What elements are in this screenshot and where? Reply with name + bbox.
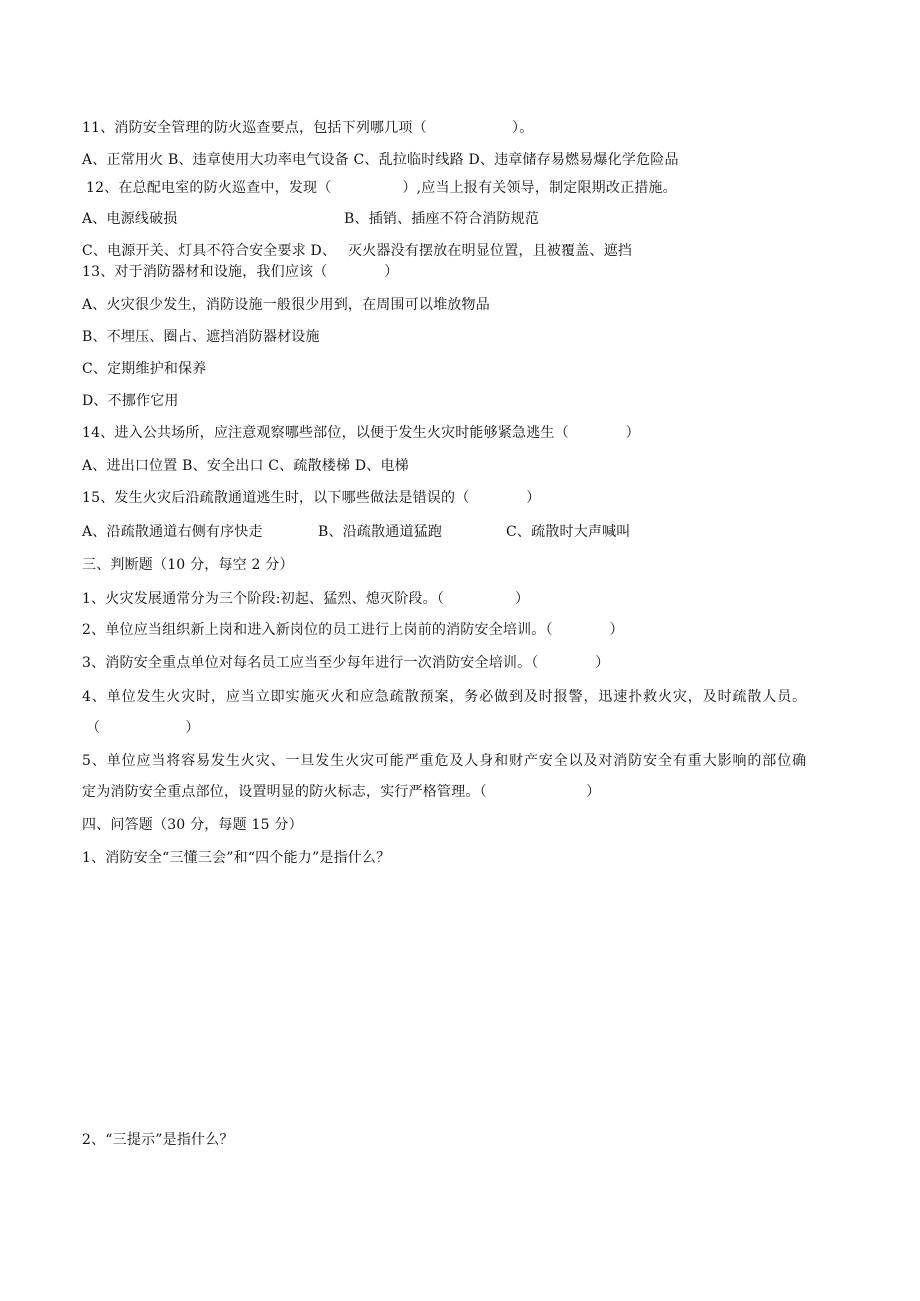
question-15-option-c: C、疏散时大声喊叫 xyxy=(506,524,631,540)
question-15-stem: 15、发生火灾后沿疏散通道逃生时，以下哪些做法是错误的（ ） xyxy=(82,490,541,506)
question-12-option-cd: C、电源开关、灯具不符合安全要求 D、 灭火器没有摆放在明显位置，且被覆盖、遮挡 xyxy=(82,243,633,259)
question-11-stem: 11、消防安全管理的防火巡查要点，包括下列哪几项（ ）。 xyxy=(82,120,534,136)
true-false-question-4-line-2: （ ） xyxy=(86,720,200,736)
question-13-option-c: C、定期维护和保养 xyxy=(82,361,207,377)
true-false-question-5-line-1: 5、单位应当将容易发生火灾、一旦发生火灾可能严重危及人身和财产安全以及对消防安全有重大影响的部位确 xyxy=(82,753,808,769)
question-15-option-a: A、沿疏散通道右侧有序快走 xyxy=(82,524,263,540)
true-false-question-3: 3、消防安全重点单位对每名员工应当至少每年进行一次消防安全培训。（ ） xyxy=(82,655,610,671)
question-12-options-ab xyxy=(82,209,842,229)
question-12-stem: 12、在总配电室的防火巡查中，发现（ ）,应当上报有关领导，制定限期改正措施。 xyxy=(86,180,677,196)
true-false-question-1: 1、火灾发展通常分为三个阶段:初起、猛烈、熄灭阶段。（ ） xyxy=(82,591,530,607)
question-12-option-b: B、插销、插座不符合消防规范 xyxy=(344,211,540,227)
section-qa-heading: 四、问答题（30 分，每题 15 分） xyxy=(82,817,303,833)
question-14-options: A、进出口位置 B、安全出口 C、疏散楼梯 D、电梯 xyxy=(82,458,409,474)
qa-question-1: 1、消防安全“三懂三会”和“四个能力”是指什么？ xyxy=(82,850,391,866)
question-13-stem: 13、对于消防器材和设施，我们应该（ ） xyxy=(82,264,399,280)
true-false-question-2: 2、单位应当组织新上岗和进入新岗位的员工进行上岗前的消防安全培训。（ ） xyxy=(82,622,624,638)
question-11-options: A、正常用火 B、违章使用大功率电气设备 C、乱拉临时线路 D、违章储存易燃易爆化学危险品 xyxy=(82,152,679,168)
question-12-option-a: A、电源线破损 xyxy=(82,211,178,227)
qa-question-2: 2、“三提示”是指什么？ xyxy=(82,1132,234,1148)
question-13-option-b: B、不埋压、圈占、遮挡消防器材设施 xyxy=(82,329,320,345)
true-false-question-4-line-1: 4、单位发生火灾时，应当立即实施灭火和应急疏散预案，务必做到及时报警，迅速扑救火灾，及时疏散人员。 xyxy=(82,689,808,705)
true-false-question-5-line-2: 定为消防安全重点部位，设置明显的防火标志，实行严格管理。（ ） xyxy=(82,784,601,800)
question-14-stem: 14、进入公共场所，应注意观察哪些部位，以便于发生火灾时能够紧急逃生（ ） xyxy=(82,425,640,441)
question-13-option-a: A、火灾很少发生，消防设施一般很少用到，在周围可以堆放物品 xyxy=(82,297,490,313)
question-15-option-b: B、沿疏散通道猛跑 xyxy=(318,524,443,540)
section-true-false-heading: 三、判断题（10 分，每空 2 分） xyxy=(82,557,294,573)
question-15-options xyxy=(82,522,842,542)
question-13-option-d: D、不挪作它用 xyxy=(82,393,179,409)
